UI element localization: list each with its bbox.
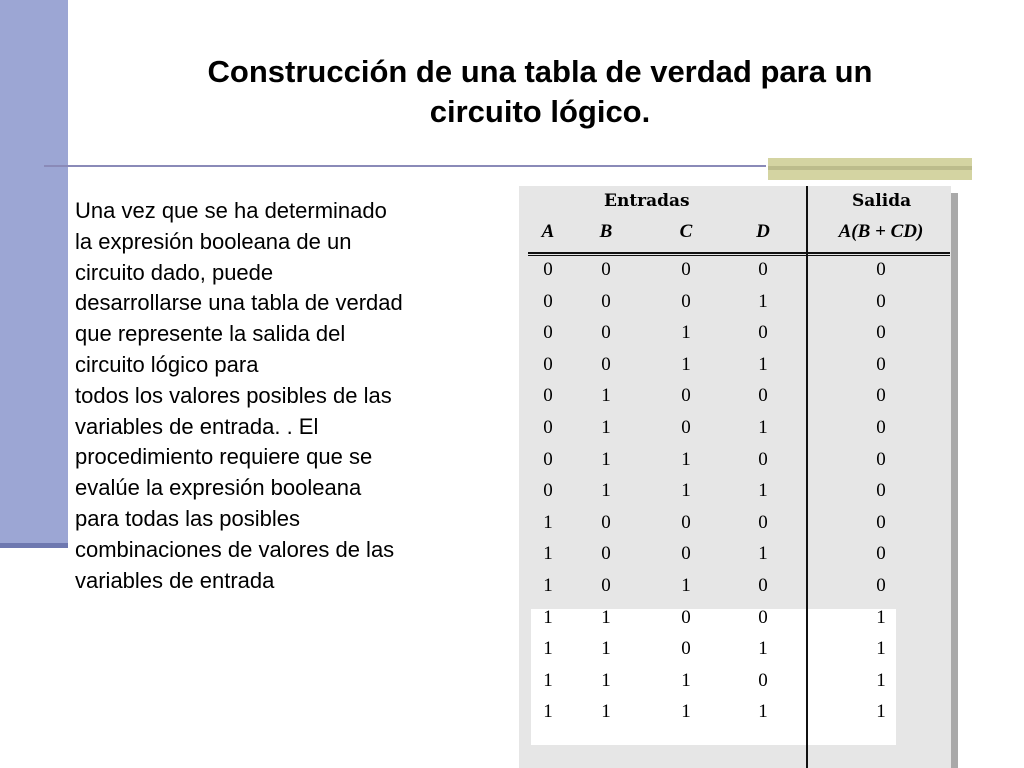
title-line-2: circuito lógico. (429, 94, 651, 129)
output-cell: 0 (876, 353, 886, 375)
output-cell: 0 (876, 480, 886, 502)
title-line-1: Construcción de una tabla de verdad para un (207, 54, 873, 89)
input-cell: 1 (543, 543, 553, 565)
input-cell: 1 (681, 322, 691, 344)
input-cell: 1 (681, 575, 691, 596)
input-cell: 0 (601, 322, 611, 344)
column-header: B (599, 221, 613, 242)
column-header: D (756, 221, 770, 242)
input-cell: 1 (758, 353, 768, 375)
output-group-header: Salida (852, 191, 912, 211)
input-cell: 1 (543, 638, 553, 660)
input-cell: 0 (758, 511, 768, 533)
input-cell: 1 (758, 480, 768, 502)
column-header: A(B + CD) (838, 221, 924, 242)
inputs-group-header: Entradas (604, 191, 690, 211)
input-cell: 1 (543, 606, 553, 628)
input-cell: 0 (601, 511, 611, 533)
input-cell: 1 (601, 701, 611, 723)
input-cell: 0 (543, 259, 553, 280)
input-cell: 0 (758, 606, 768, 628)
input-cell: 0 (681, 259, 691, 280)
input-cell: 1 (681, 480, 691, 502)
table-column-divider (806, 186, 808, 768)
output-cell: 0 (876, 259, 886, 280)
input-cell: 1 (758, 701, 768, 723)
input-cell: 1 (681, 353, 691, 375)
input-cell: 1 (601, 448, 611, 470)
input-cell: 0 (543, 448, 553, 470)
body-line: variables de entrada (75, 567, 275, 593)
input-cell: 0 (601, 259, 611, 280)
output-cell: 0 (876, 322, 886, 344)
column-header: C (679, 221, 693, 242)
input-cell: 0 (681, 606, 691, 628)
body-line: para todas las posibles (75, 505, 301, 531)
body-line: evalúe la expresión booleana (75, 475, 362, 501)
input-cell: 1 (601, 480, 611, 502)
input-cell: 1 (758, 417, 768, 438)
input-cell: 1 (543, 701, 553, 723)
input-cell: 1 (601, 606, 611, 628)
body-line: variables de entrada. . El (75, 413, 319, 439)
input-cell: 1 (601, 385, 611, 407)
input-cell: 0 (681, 417, 691, 438)
input-cell: 1 (758, 290, 768, 312)
output-cell: 0 (876, 385, 886, 407)
input-cell: 0 (681, 290, 691, 312)
input-cell: 0 (543, 385, 553, 407)
output-cell: 1 (876, 701, 886, 723)
input-cell: 0 (601, 575, 611, 596)
input-cell: 0 (681, 385, 691, 407)
output-cell: 0 (876, 511, 886, 533)
left-decorative-bar (0, 0, 68, 547)
table-body-rule (528, 255, 950, 256)
body-line: la expresión booleana de un (75, 228, 352, 254)
input-cell: 0 (601, 353, 611, 375)
body-line: Una vez que se ha determinado (75, 198, 387, 223)
output-cell: 1 (876, 606, 886, 628)
input-cell: 0 (758, 575, 768, 596)
output-cell: 0 (876, 448, 886, 470)
body-line: circuito lógico para (75, 351, 259, 377)
title-divider-line (44, 165, 766, 167)
input-cell: 1 (543, 669, 553, 691)
column-header: A (541, 221, 555, 242)
input-cell: 1 (543, 511, 553, 533)
input-cell: 1 (758, 638, 768, 660)
output-cell: 1 (876, 669, 886, 691)
input-cell: 1 (681, 701, 691, 723)
input-cell: 1 (681, 669, 691, 691)
body-line: que represente la salida del (75, 321, 346, 347)
input-cell: 0 (758, 385, 768, 407)
output-cell: 0 (876, 575, 886, 596)
input-cell: 0 (681, 511, 691, 533)
input-cell: 1 (758, 543, 768, 565)
input-cell: 1 (601, 638, 611, 660)
body-line: desarrollarse una tabla de verdad (75, 290, 403, 316)
input-cell: 0 (681, 638, 691, 660)
input-cell: 0 (543, 353, 553, 375)
output-cell: 0 (876, 417, 886, 438)
body-line: circuito dado, puede (75, 259, 274, 285)
input-cell: 1 (543, 575, 553, 596)
slide-title (130, 52, 950, 132)
input-cell: 0 (601, 290, 611, 312)
input-cell: 0 (758, 259, 768, 280)
accent-line (768, 166, 972, 170)
input-cell: 1 (681, 448, 691, 470)
input-cell: 0 (758, 669, 768, 691)
body-line: combinaciones de valores de las (75, 536, 395, 562)
input-cell: 0 (758, 448, 768, 470)
input-cell: 0 (601, 543, 611, 565)
input-cell: 0 (543, 417, 553, 438)
output-cell: 0 (876, 290, 886, 312)
output-cell: 1 (876, 638, 886, 660)
input-cell: 0 (543, 290, 553, 312)
input-cell: 0 (758, 322, 768, 344)
body-line: todos los valores posibles de las (75, 382, 392, 408)
input-cell: 1 (601, 669, 611, 691)
table-header-rule (528, 252, 950, 254)
output-cell: 0 (876, 543, 886, 565)
body-paragraph (75, 196, 475, 596)
input-cell: 1 (601, 417, 611, 438)
body-line: procedimiento requiere que se (75, 444, 373, 470)
input-cell: 0 (543, 322, 553, 344)
input-cell: 0 (543, 480, 553, 502)
left-bar-shadow (0, 543, 68, 548)
input-cell: 0 (681, 543, 691, 565)
